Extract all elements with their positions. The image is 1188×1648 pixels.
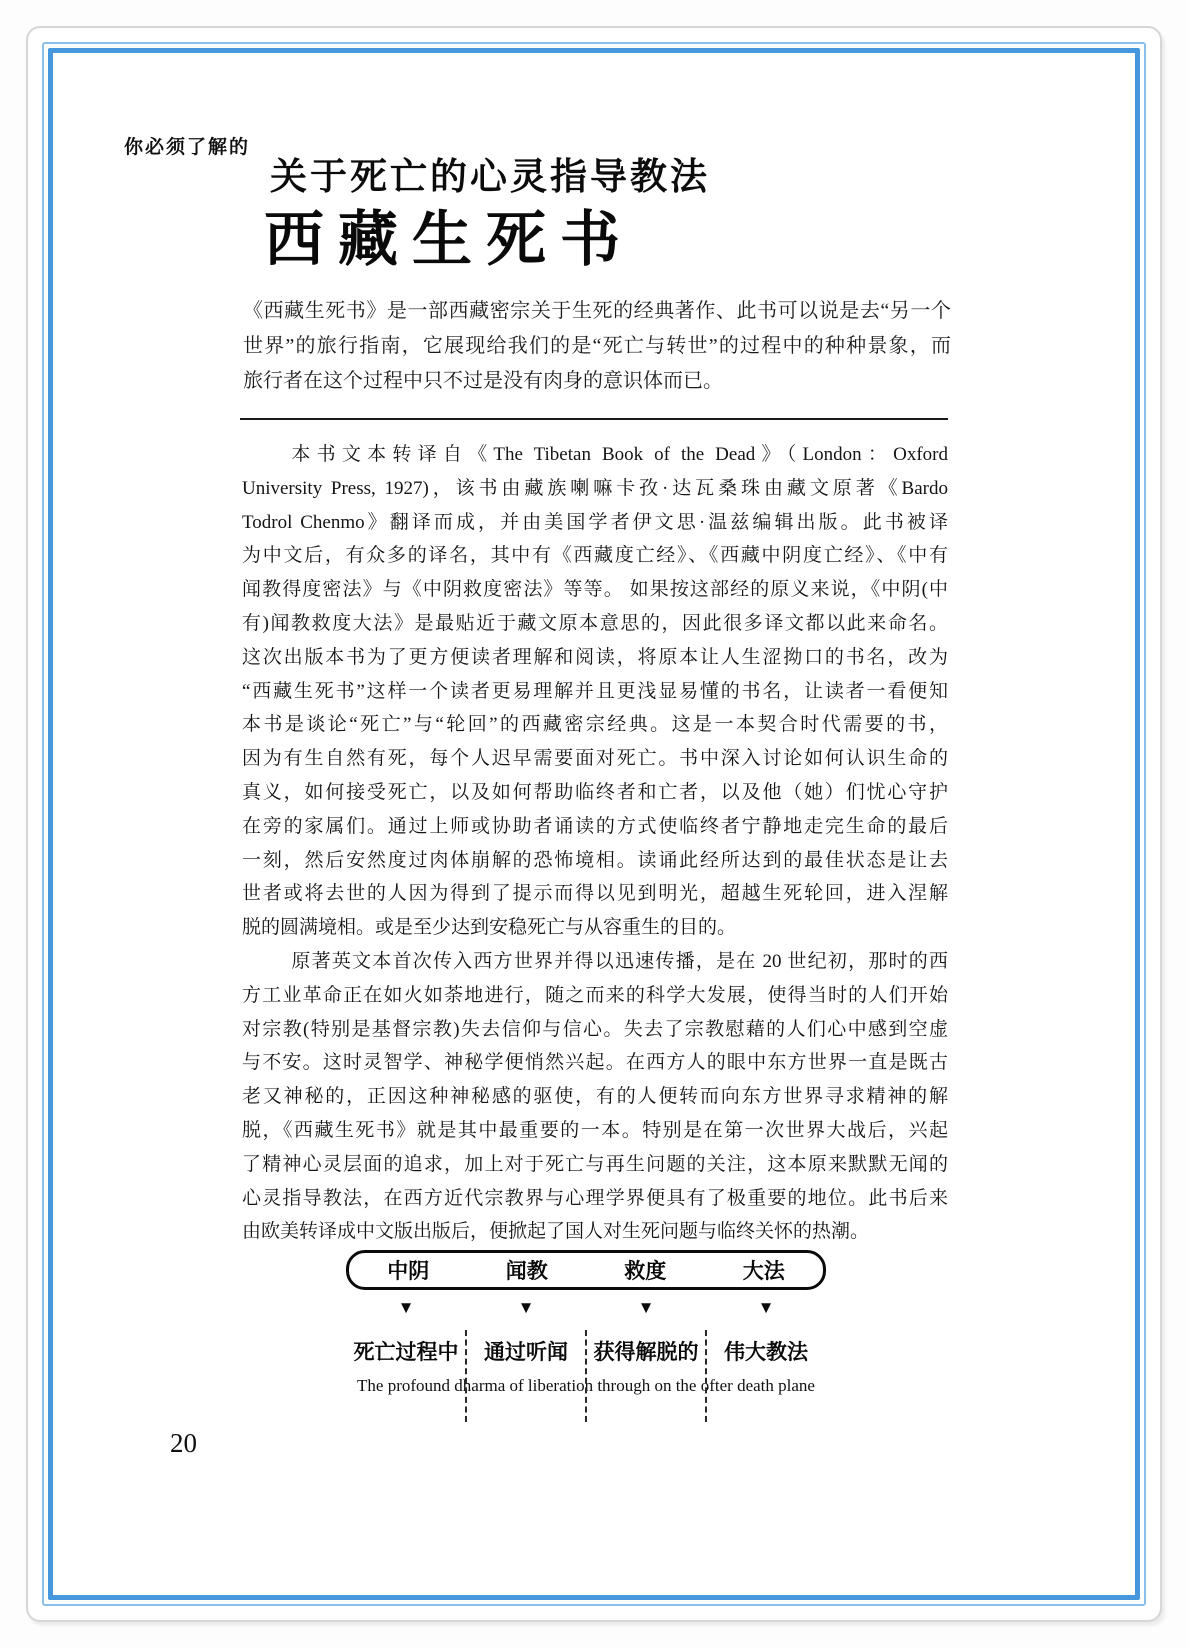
text-line: 为中文后，有众多的译名，其中有《西藏度亡经》、《西藏中阴度亡经》、《中有 [242, 545, 948, 567]
diagram-meaning: 获得解脱的 [593, 1341, 699, 1364]
paragraph-2 [242, 945, 948, 1249]
text-line: 因为有生自然有死，每个人迟早需要面对死亡。书中深入讨论如何认识生命的 [242, 748, 948, 770]
intro-line: 《西藏生死书》是一部西藏密宗关于生死的经典著作、此书可以说是去“另一个 [243, 300, 951, 322]
text-line: 老又神秘的，正因这种神秘感的驱使，有的人便转而向东方世界寻求精神的解 [242, 1086, 948, 1108]
page-title: 西藏生死书 [264, 207, 634, 273]
series-label: 你必须了解的 [124, 137, 251, 158]
diagram-term: 中阴 [387, 1260, 430, 1283]
section-divider [240, 418, 948, 420]
down-arrow-icon: ▼ [397, 1298, 415, 1317]
text-line: 脱的圆满境相。或是至少达到安稳死亡与从容重生的目的。 [242, 917, 737, 939]
text-line: 方工业革命正在如火如荼地进行，随之而来的科学大发展，使得当时的人们开始 [242, 984, 948, 1006]
diagram-meaning: 死亡过程中 [353, 1341, 459, 1364]
diagram-english-caption: The profound dharma of liberation through on the ofter death plane [357, 1376, 815, 1395]
intro-line: 世界”的旅行指南，它展现给我们的是“死亡与转世”的过程中的种种景象，而 [243, 335, 951, 357]
diagram-term: 闻教 [505, 1260, 548, 1283]
text-line: 由欧美转译成中文版出版后，便掀起了国人对生死问题与临终关怀的热潮。 [242, 1221, 870, 1243]
text-line: 心灵指导教法，在西方近代宗教界与心理学界便具有了极重要的地位。此书后来 [242, 1187, 948, 1209]
column-divider [585, 1330, 587, 1422]
title-explanation-diagram [346, 1250, 826, 1396]
diagram-meaning: 伟大教法 [724, 1341, 808, 1364]
text-line: 这次出版本书为了更方便读者理解和阅读，将原本让人生涩拗口的书名，改为 [242, 646, 948, 668]
text-line: 一刻，然后安然度过肉体崩解的恐怖境相。读诵此经所达到的最佳状态是让去 [242, 849, 948, 871]
down-arrow-icon: ▼ [637, 1298, 655, 1317]
column-divider [465, 1330, 467, 1422]
text-line: 对宗教(特别是基督宗教)失去信仰与信心。失去了宗教慰藉的人们心中感到空虚 [242, 1018, 948, 1040]
text-line: 了精神心灵层面的追求，加上对于死亡与再生问题的关注，这本原来默默无闻的 [242, 1153, 948, 1175]
text-line: 真义，如何接受死亡，以及如何帮助临终者和亡者，以及他（她）们忧心守护 [242, 781, 948, 803]
text-line: 有)闻教救度大法》是最贴近于藏文原本意思的，因此很多译文都以此来命名。 [242, 612, 948, 634]
page-number: 20 [170, 1428, 197, 1458]
intro-line: 旅行者在这个过程中只不过是没有肉身的意识体而已。 [243, 370, 723, 392]
text-line: 闻教得度密法》与《中阴救度密法》等等。 如果按这部经的原义来说，《中阴(中 [242, 579, 948, 601]
diagram-term: 大法 [742, 1260, 785, 1283]
down-arrow-icon: ▼ [517, 1298, 535, 1317]
diagram-arrow-row [346, 1290, 826, 1336]
text-line: 本书文本转译自《The Tibetan Book of the Dead》（London：Oxford [291, 444, 948, 465]
text-line: 在旁的家属们。通过上师或协助者诵读的方式使临终者宁静地走完生命的最后 [242, 815, 948, 837]
down-arrow-icon: ▼ [757, 1298, 775, 1317]
intro-abstract [243, 294, 951, 399]
text-line: 世者或将去世的人因为得到了提示而得以见到明光，超越生死轮回，进入涅解 [242, 883, 948, 905]
text-line: 脱，《西藏生死书》就是其中最重要的一本。特别是在第一次世界大战后，兴起 [242, 1119, 948, 1141]
column-divider [705, 1330, 707, 1422]
text-line: University Press, 1927)，该书由藏族喇嘛卡孜·达瓦桑珠由藏文原著《Bardo [242, 477, 948, 499]
diagram-meaning: 通过听闻 [484, 1341, 568, 1364]
text-line: 与不安。这时灵智学、神秘学便悄然兴起。在西方人的眼中东方世界一直是既古 [242, 1052, 948, 1074]
page-subtitle: 关于死亡的心灵指导教法 [270, 157, 710, 198]
diagram-term: 救度 [624, 1260, 667, 1283]
text-line: “西藏生死书”这样一个读者更易理解并且更浅显易懂的书名，让读者一看便知 [242, 680, 948, 702]
text-line: Todrol Chenmo》翻译而成，并由美国学者伊文思·温兹编辑出版。此书被译 [242, 511, 948, 533]
article-body [242, 438, 948, 1249]
paragraph-1 [242, 438, 948, 945]
diagram-header-pill [346, 1250, 826, 1290]
text-line: 原著英文本首次传入西方世界并得以迅速传播，是在 20 世纪初，那时的西 [291, 950, 948, 972]
text-line: 本书是谈论“死亡”与“轮回”的西藏密宗经典。这是一本契合时代需要的书， [242, 714, 948, 736]
